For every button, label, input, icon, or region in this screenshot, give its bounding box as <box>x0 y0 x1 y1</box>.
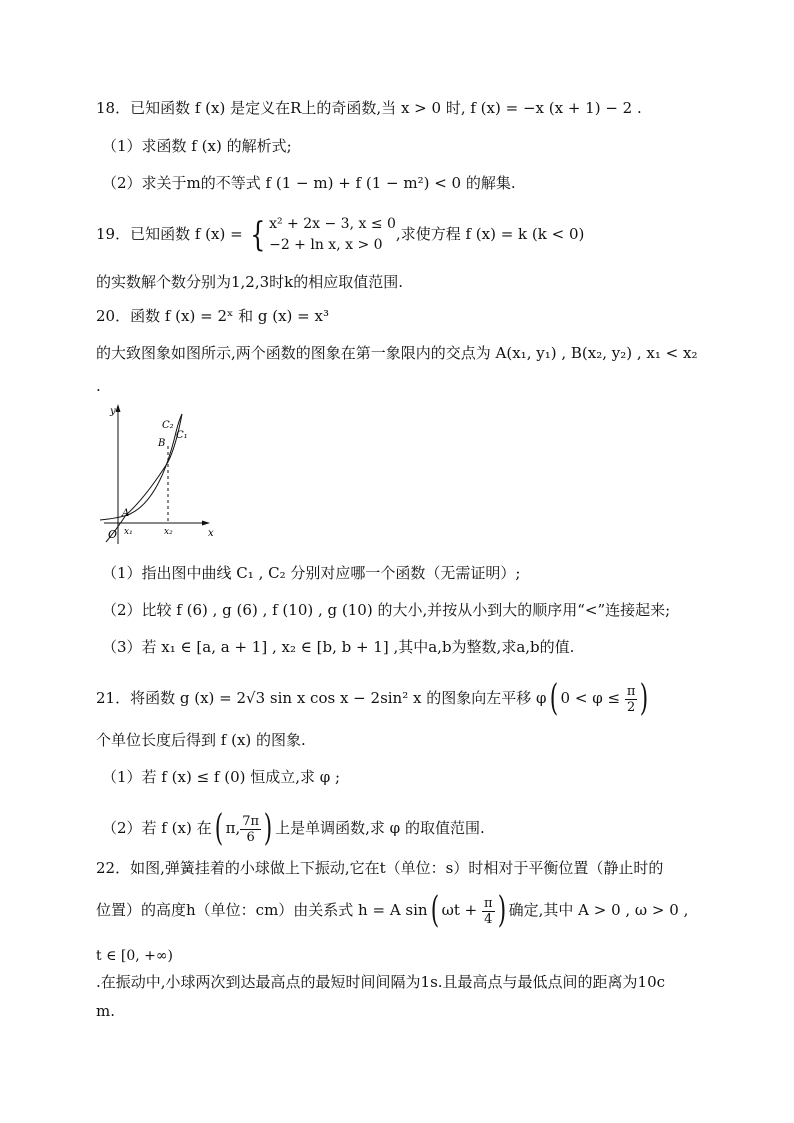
q22-line2 <box>96 890 688 930</box>
q22-arg-left: ωt + <box>441 901 478 919</box>
q22-open-paren: ( <box>430 890 439 931</box>
q22-stem: 22．如图,弹簧挂着的小球做上下振动,它在t（单位：s）时相对于平衡位置（静止时的 <box>96 859 664 877</box>
q18-stem: 18．已知函数 f (x) 是定义在R上的奇函数,当 x > 0 时, f (x) = −x (x + 1) − 2 . <box>96 99 642 117</box>
piecewise-brace: { <box>250 215 266 255</box>
q22-line2a: 位置）的高度h（单位：cm）由关系式 h = A sin <box>96 901 428 919</box>
point-b-label: B <box>158 438 166 449</box>
q20-line3: . <box>96 377 101 395</box>
q21-line1: 21．将函数 g (x) = 2√3 sin x cos x − 2sin² x 的图象向左平移 φ <box>96 689 547 707</box>
x2-label: x₂ <box>164 527 173 537</box>
q22-line4: .在振动中,小球两次到达最高点的最短时间间隔为1s.且最高点与最低点间的距离为10c <box>96 973 666 991</box>
q21-p2-open-paren: ( <box>214 808 223 849</box>
x1-label: x₁ <box>124 527 133 537</box>
piecewise-cases <box>269 214 396 256</box>
q21-stem <box>96 678 651 718</box>
curve-c2-label: C₂ <box>162 420 174 431</box>
q21-p2-den: 6 <box>246 829 255 845</box>
q22-pi-over-4 <box>482 896 495 927</box>
q21-p2-a: （2）若 f (x) 在 <box>102 819 212 837</box>
q19-line2: 的实数解个数分别为1,2,3时k的相应取值范围. <box>96 273 404 291</box>
q18-part1: （1）求函数 f (x) 的解析式; <box>102 137 292 155</box>
q18-part2: （2）求关于m的不等式 f (1 − m) + f (1 − m²) < 0 的解集. <box>102 174 516 192</box>
q22-line3: t ∈ [0, +∞) <box>96 948 174 964</box>
y-axis-arrow <box>116 404 121 412</box>
q21-7pi-over-6 <box>240 814 261 845</box>
q21-pi-over-2 <box>625 684 638 715</box>
q20-part3: （3）若 x₁ ∈ [a, a + 1] , x₂ ∈ [b, b + 1] ,其中a,b为整数,求a,b的值. <box>102 638 575 656</box>
q20-line2: 的大致图象如图所示,两个函数的图象在第一象限内的交点为 A(x₁, y₁) , B(x₂, y₂) , x₁ < x₂ <box>96 344 698 362</box>
piecewise-case-1: x² + 2x − 3, x ≤ 0 <box>269 216 396 232</box>
x-axis-label: x <box>208 528 214 539</box>
q21-p2-close-paren: ) <box>263 808 273 849</box>
piecewise-case-2: −2 + ln x, x > 0 <box>269 237 383 253</box>
q19-prefix: 19．已知函数 f (x) = <box>96 225 248 243</box>
q19-suffix: ,求使方程 f (x) = k (k < 0) <box>395 225 585 243</box>
q22-close-paren: ) <box>497 890 506 931</box>
q22-frac-num: π <box>484 895 493 911</box>
q21-frac-den: 2 <box>626 699 636 715</box>
q20-part1: （1）指出图中曲线 C₁ , C₂ 分别对应哪一个函数（无需证明）; <box>102 564 521 582</box>
function-graph-figure <box>96 402 218 548</box>
q22-line2b: 确定,其中 A > 0 , ω > 0 , <box>508 901 689 919</box>
point-a-label: A <box>122 508 130 519</box>
q21-line2: 个单位长度后得到 f (x) 的图象. <box>96 731 306 749</box>
origin-label: O <box>108 528 118 541</box>
q21-close-paren: ) <box>640 678 649 719</box>
q21-p2-b: 上是单调函数,求 φ 的取值范围. <box>275 819 485 837</box>
q21-frac-num: π <box>626 683 636 699</box>
q22-line5: m. <box>96 1002 115 1020</box>
q21-part2 <box>102 808 485 848</box>
q21-p2-num: 7π <box>242 813 260 829</box>
y-axis-label: y <box>110 406 116 417</box>
q21-cond-left: 0 < φ ≤ <box>560 689 621 707</box>
q21-open-paren: ( <box>549 678 558 719</box>
q20-part2: （2）比较 f (6) , g (6) , f (10) , g (10) 的大小,并按从小到大的顺序用“<”连接起来; <box>102 601 671 619</box>
q20-stem: 20．函数 f (x) = 2ˣ 和 g (x) = x³ <box>96 307 329 325</box>
q19-stem <box>96 212 584 256</box>
q22-frac-den: 4 <box>484 911 493 927</box>
x-axis-arrow <box>202 521 210 526</box>
q21-p2-int-left: π, <box>225 819 241 837</box>
curve-c1-label: C₁ <box>176 430 188 441</box>
q21-part1: （1）若 f (x) ≤ f (0) 恒成立,求 φ ; <box>102 768 341 786</box>
